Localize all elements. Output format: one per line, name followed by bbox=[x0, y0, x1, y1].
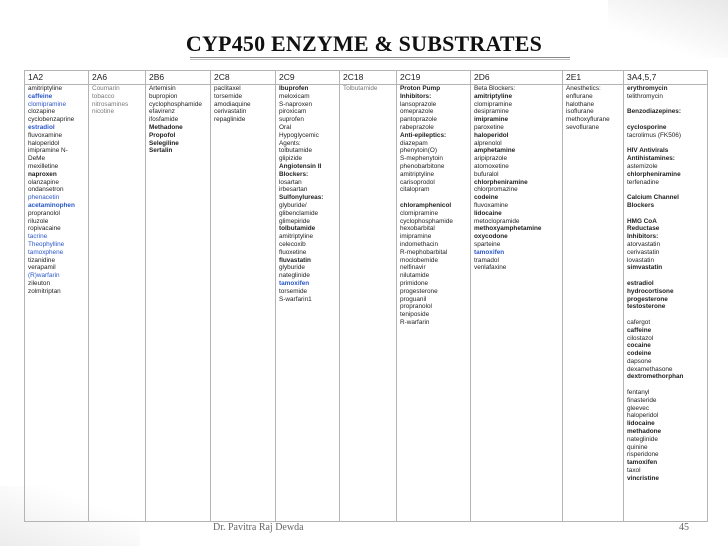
substrate-item: ondansetron bbox=[28, 186, 64, 194]
substrate-item: imipramine bbox=[400, 233, 432, 241]
substrate-item: nitrosamines bbox=[92, 100, 129, 108]
substrate-item: desipramine bbox=[474, 108, 509, 116]
substrate-item: Reductase bbox=[627, 225, 660, 233]
substrate-item: tamoxifen bbox=[279, 279, 310, 287]
substrate-item bbox=[627, 116, 705, 124]
substrate-item: moclobemide bbox=[400, 256, 439, 264]
substrate-item: risperidone bbox=[627, 451, 659, 459]
substrate-item: cafergot bbox=[627, 318, 651, 326]
substrate-item: sparteine bbox=[474, 240, 501, 248]
substrate-item: cyclophosphamide bbox=[149, 100, 202, 108]
substrate-item: bufuralol bbox=[474, 170, 499, 178]
substrate-item: simvastatin bbox=[627, 264, 663, 272]
substrate-item: alprenolol bbox=[474, 139, 502, 147]
substrate-item: vincristine bbox=[627, 474, 659, 482]
substrate-item: codeine bbox=[627, 350, 652, 358]
substrate-item: citalopram bbox=[400, 186, 430, 194]
substrate-item: estradiol bbox=[28, 123, 55, 131]
substrate-item bbox=[627, 186, 705, 194]
substrate-item: Antihistamines: bbox=[627, 155, 675, 163]
footer-author: Dr. Pavitra Raj Dewda bbox=[213, 522, 304, 533]
substrate-item: Tolbutamide bbox=[343, 85, 378, 92]
substrate-item: clomipramine bbox=[400, 209, 439, 217]
column-header-3a4-5-7: 3A4,5,7 bbox=[624, 71, 708, 85]
substrate-item: metoclopramide bbox=[474, 217, 520, 225]
column-header-2e1: 2E1 bbox=[563, 71, 624, 85]
substrate-item: irbesartan bbox=[279, 186, 308, 194]
column-header-2a6: 2A6 bbox=[89, 71, 146, 85]
substrate-item: clomipramine bbox=[474, 100, 513, 108]
substrate-item: caffeine bbox=[28, 92, 53, 100]
substrate-item: Coumarin bbox=[92, 85, 120, 92]
substrate-item: riluzole bbox=[28, 217, 49, 225]
substrate-item: telithromycin bbox=[627, 92, 663, 100]
substrate-item: (R)warfarin bbox=[28, 272, 60, 280]
substrate-item: tamoxifen bbox=[627, 459, 658, 467]
table-body-row bbox=[25, 85, 708, 522]
substrate-item: haloperidol bbox=[28, 139, 60, 147]
substrate-item: glibenclamide bbox=[279, 209, 319, 217]
substrate-item: methoxyamphetamine bbox=[474, 225, 542, 233]
substrate-item: rabeprazole bbox=[400, 123, 434, 131]
substrate-item: hexobarbital bbox=[400, 225, 435, 233]
substrate-item: mexilletine bbox=[28, 162, 59, 170]
substrate-item: zolmitriptan bbox=[28, 287, 61, 295]
substrate-item: repaglinide bbox=[214, 116, 246, 124]
substrate-item: cilostazol bbox=[627, 334, 654, 342]
substrate-item: gleevec bbox=[627, 404, 650, 412]
substrate-item: Oral bbox=[279, 123, 292, 131]
substrate-item bbox=[627, 381, 705, 389]
substrate-item: chloramphenicol bbox=[400, 201, 452, 209]
substrate-item: chlorpheniramine bbox=[627, 170, 681, 178]
substrate-item: phenacetin bbox=[28, 194, 60, 202]
substrate-item: fluvoxamine bbox=[474, 201, 509, 209]
substrate-item: Inhibitors: bbox=[400, 92, 432, 100]
substrate-item: torsemide bbox=[279, 287, 308, 295]
substrate-item: tizanidine bbox=[28, 256, 56, 264]
title-underline bbox=[190, 57, 570, 58]
substrate-item: finasteride bbox=[627, 396, 657, 404]
column-header-2c19: 2C19 bbox=[397, 71, 471, 85]
substrate-item: glimepiride bbox=[279, 217, 310, 225]
substrate-item: hydrocortisone bbox=[627, 287, 674, 295]
substrate-item: sevoflurane bbox=[566, 123, 600, 131]
substrate-item: cyclophosphamide bbox=[400, 217, 453, 225]
substrate-item: amitriptyline bbox=[474, 92, 512, 100]
substrate-item: progesterone bbox=[627, 295, 668, 303]
substrate-item: fluvoxamine bbox=[28, 131, 63, 139]
substrate-item: methadone bbox=[627, 428, 662, 436]
substrate-item: glyburide bbox=[279, 264, 305, 272]
substrate-item: haloperidol bbox=[474, 131, 509, 139]
substrate-item: Beta Blockers: bbox=[474, 85, 516, 92]
substrate-item: R-mephobarbital bbox=[400, 248, 448, 256]
substrate-item: efavirenz bbox=[149, 108, 175, 116]
substrate-item: losartan bbox=[279, 178, 302, 186]
substrate-item: caffeine bbox=[627, 326, 652, 334]
substrate-item bbox=[627, 311, 705, 319]
substrate-item: imipramine N- bbox=[28, 147, 68, 155]
substrate-item: R-warfarin bbox=[400, 318, 430, 326]
substrate-item: diazepam bbox=[400, 139, 428, 147]
substrate-item: cerivastatin bbox=[627, 248, 660, 256]
substrate-item: atomoxetine bbox=[474, 162, 509, 170]
substrate-item: naproxen bbox=[28, 170, 57, 178]
substrate-item bbox=[627, 210, 705, 218]
substrate-item: Blockers: bbox=[279, 170, 309, 178]
enzyme-substrate-table bbox=[24, 70, 708, 522]
substrate-item: erythromycin bbox=[627, 85, 668, 92]
substrate-item: Theophylline bbox=[28, 240, 65, 248]
substrate-item: testosterone bbox=[627, 303, 666, 311]
substrate-item: fentanyl bbox=[627, 389, 650, 397]
substrate-item: Sulfonylureas: bbox=[279, 194, 324, 202]
substrate-item: propranolol bbox=[28, 209, 60, 217]
substrate-item: chlorpheniramine bbox=[474, 178, 528, 186]
substrate-item: amodiaquine bbox=[214, 100, 251, 108]
substrate-item: paclitaxel bbox=[214, 85, 241, 92]
substrate-item: Artemisin bbox=[149, 85, 176, 92]
substrate-cell-2c18 bbox=[340, 85, 397, 522]
substrate-item: Anesthetics: bbox=[566, 85, 601, 92]
page-number: 45 bbox=[679, 522, 689, 533]
substrate-cell-2d6 bbox=[471, 85, 563, 522]
substrate-item: terfenadine bbox=[627, 178, 659, 186]
substrate-item: enflurane bbox=[566, 92, 593, 100]
substrate-item: tobacco bbox=[92, 92, 115, 100]
substrate-item: teniposide bbox=[400, 311, 430, 319]
substrate-item: clomipramine bbox=[28, 100, 67, 108]
substrate-item: venlafaxine bbox=[474, 264, 507, 272]
substrate-item: fluoxetine bbox=[279, 248, 307, 256]
substrate-item: oxycodone bbox=[474, 233, 508, 241]
substrate-item: Calcium Channel bbox=[627, 194, 679, 202]
column-header-2d6: 2D6 bbox=[471, 71, 563, 85]
substrate-item: nilutamide bbox=[400, 272, 430, 280]
substrate-item: acetaminophen bbox=[28, 201, 75, 209]
substrate-item: lidocaine bbox=[474, 209, 502, 217]
substrate-item: nicotine bbox=[92, 108, 115, 116]
column-header-1a2: 1A2 bbox=[25, 71, 89, 85]
substrate-item: tolbutamide bbox=[279, 225, 316, 233]
substrate-item: Methadone bbox=[149, 123, 183, 131]
substrate-item: carisoprodol bbox=[400, 178, 435, 186]
substrate-cell-2a6 bbox=[89, 85, 146, 522]
substrate-item: HMG CoA bbox=[627, 217, 657, 225]
substrate-item: Hypoglycemic bbox=[279, 131, 319, 139]
substrate-item: Selegiline bbox=[149, 139, 179, 147]
substrate-item: lovastatin bbox=[627, 256, 654, 264]
substrate-item bbox=[400, 194, 468, 202]
substrate-item: proguanil bbox=[400, 295, 427, 303]
substrate-item: nateglinide bbox=[627, 435, 658, 443]
substrate-item: amitriptyline bbox=[28, 85, 63, 92]
substrate-item: Ibuprofen bbox=[279, 85, 309, 92]
substrate-item: dextromethorphan bbox=[627, 373, 684, 381]
substrate-item: progesterone bbox=[400, 287, 438, 295]
substrate-item: lidocaine bbox=[627, 420, 655, 428]
substrate-item: omeprazole bbox=[400, 108, 434, 116]
column-header-2b6: 2B6 bbox=[146, 71, 211, 85]
substrate-item: atorvastatin bbox=[627, 240, 661, 248]
table-header-row bbox=[25, 71, 708, 85]
title-underline-secondary bbox=[190, 59, 570, 60]
column-header-2c8: 2C8 bbox=[211, 71, 276, 85]
substrate-item: propranolol bbox=[400, 303, 432, 311]
substrate-item bbox=[627, 272, 705, 280]
substrate-item: S-warfarin1 bbox=[279, 295, 312, 303]
substrate-item: Sertalin bbox=[149, 147, 173, 155]
substrate-item: S-naproxen bbox=[279, 100, 313, 108]
substrate-item: phenytoin(O) bbox=[400, 147, 437, 155]
substrate-item: Proton Pump bbox=[400, 85, 441, 92]
substrate-item: pantoprazole bbox=[400, 116, 437, 124]
substrate-item: Blockers bbox=[627, 201, 654, 209]
substrate-item: clozapine bbox=[28, 108, 56, 116]
substrate-item: amitriptyline bbox=[279, 233, 314, 241]
substrate-item: fluvastatin bbox=[279, 256, 311, 264]
substrate-item: isoflurane bbox=[566, 108, 594, 116]
substrate-item: Benzodiazepines: bbox=[627, 108, 681, 116]
substrate-item: estradiol bbox=[627, 279, 654, 287]
substrate-item: chlorpromazine bbox=[474, 186, 518, 194]
substrate-item: tamoxifen bbox=[474, 248, 505, 256]
substrate-item: dexamethasone bbox=[627, 365, 673, 373]
substrate-item: primidone bbox=[400, 279, 429, 287]
substrate-item: cocaine bbox=[627, 342, 651, 350]
substrate-item: tramadol bbox=[474, 256, 499, 264]
substrate-item: meloxicam bbox=[279, 92, 310, 100]
substrate-item: Angiotensin II bbox=[279, 162, 322, 170]
substrate-item: indomethacin bbox=[400, 240, 439, 248]
substrate-item bbox=[627, 140, 705, 148]
substrate-item: cyclobenzaprine bbox=[28, 116, 75, 124]
substrate-item: quinine bbox=[627, 443, 648, 451]
slide-title: CYP450 ENZYME & SUBSTRATES bbox=[185, 31, 543, 56]
substrate-item: amitriptyline bbox=[400, 170, 435, 178]
substrate-item: glyburide/ bbox=[279, 201, 307, 209]
substrate-item: verapamil bbox=[28, 264, 56, 272]
substrate-item bbox=[627, 101, 705, 109]
substrate-item: phenobarbitone bbox=[400, 162, 445, 170]
substrate-cell-2e1 bbox=[563, 85, 624, 522]
substrate-item: tolbutamide bbox=[279, 147, 313, 155]
substrate-item: ropivacaine bbox=[28, 225, 61, 233]
substrate-item: methoxyflurane bbox=[566, 116, 610, 124]
substrate-item: codeine bbox=[474, 194, 499, 202]
substrate-item: tacrine bbox=[28, 233, 48, 241]
substrate-cell-2c19 bbox=[397, 85, 471, 522]
substrate-item: torsemide bbox=[214, 92, 243, 100]
substrate-item: Inhibitors: bbox=[627, 233, 659, 241]
substrate-item: lansoprazole bbox=[400, 100, 437, 108]
substrate-item: zileuton bbox=[28, 279, 51, 287]
substrate-cell-2c8 bbox=[211, 85, 276, 522]
substrate-item: tamoxphene bbox=[28, 248, 64, 256]
substrate-item: amphetamine bbox=[474, 147, 516, 155]
substrate-item: DeMe bbox=[28, 155, 46, 163]
substrate-item: astemizole bbox=[627, 162, 658, 170]
substrate-cell-3a4-5-7 bbox=[624, 85, 708, 522]
substrate-item: nelfinavir bbox=[400, 264, 426, 272]
substrate-item: halothane bbox=[566, 100, 595, 108]
substrate-item: imipramine bbox=[474, 116, 509, 124]
substrate-item: suprofen bbox=[279, 116, 304, 124]
substrate-item: aripiprazole bbox=[474, 155, 508, 163]
substrate-item: celecoxib bbox=[279, 240, 306, 248]
substrate-item: olanzapine bbox=[28, 178, 59, 186]
substrate-item: paroxetine bbox=[474, 123, 504, 131]
substrate-item: ifosfamide bbox=[149, 116, 179, 124]
substrate-item: piroxicam bbox=[279, 108, 307, 116]
substrate-cell-1a2 bbox=[25, 85, 89, 522]
substrate-item: Agents: bbox=[279, 139, 301, 147]
substrate-item: S-mephenytoin bbox=[400, 155, 443, 163]
substrate-item: Anti-epileptics: bbox=[400, 131, 447, 139]
substrate-item: Propofol bbox=[149, 131, 176, 139]
substrate-item: HIV Antivirals bbox=[627, 147, 669, 155]
substrate-item: dapsone bbox=[627, 357, 652, 365]
substrate-item: haloperidol bbox=[627, 412, 659, 420]
substrate-item: bupropion bbox=[149, 92, 178, 100]
substrate-cell-2b6 bbox=[146, 85, 211, 522]
substrate-item: nateglinide bbox=[279, 272, 310, 280]
substrate-item: cyclosporine bbox=[627, 123, 667, 131]
substrate-item: glipizide bbox=[279, 155, 303, 163]
substrate-item: cerivastatin bbox=[214, 108, 247, 116]
substrate-item: taxol bbox=[627, 467, 641, 475]
substrate-cell-2c9 bbox=[276, 85, 340, 522]
column-header-2c18: 2C18 bbox=[340, 71, 397, 85]
column-header-2c9: 2C9 bbox=[276, 71, 340, 85]
substrate-item: tacrolimus (FK506) bbox=[627, 131, 681, 139]
